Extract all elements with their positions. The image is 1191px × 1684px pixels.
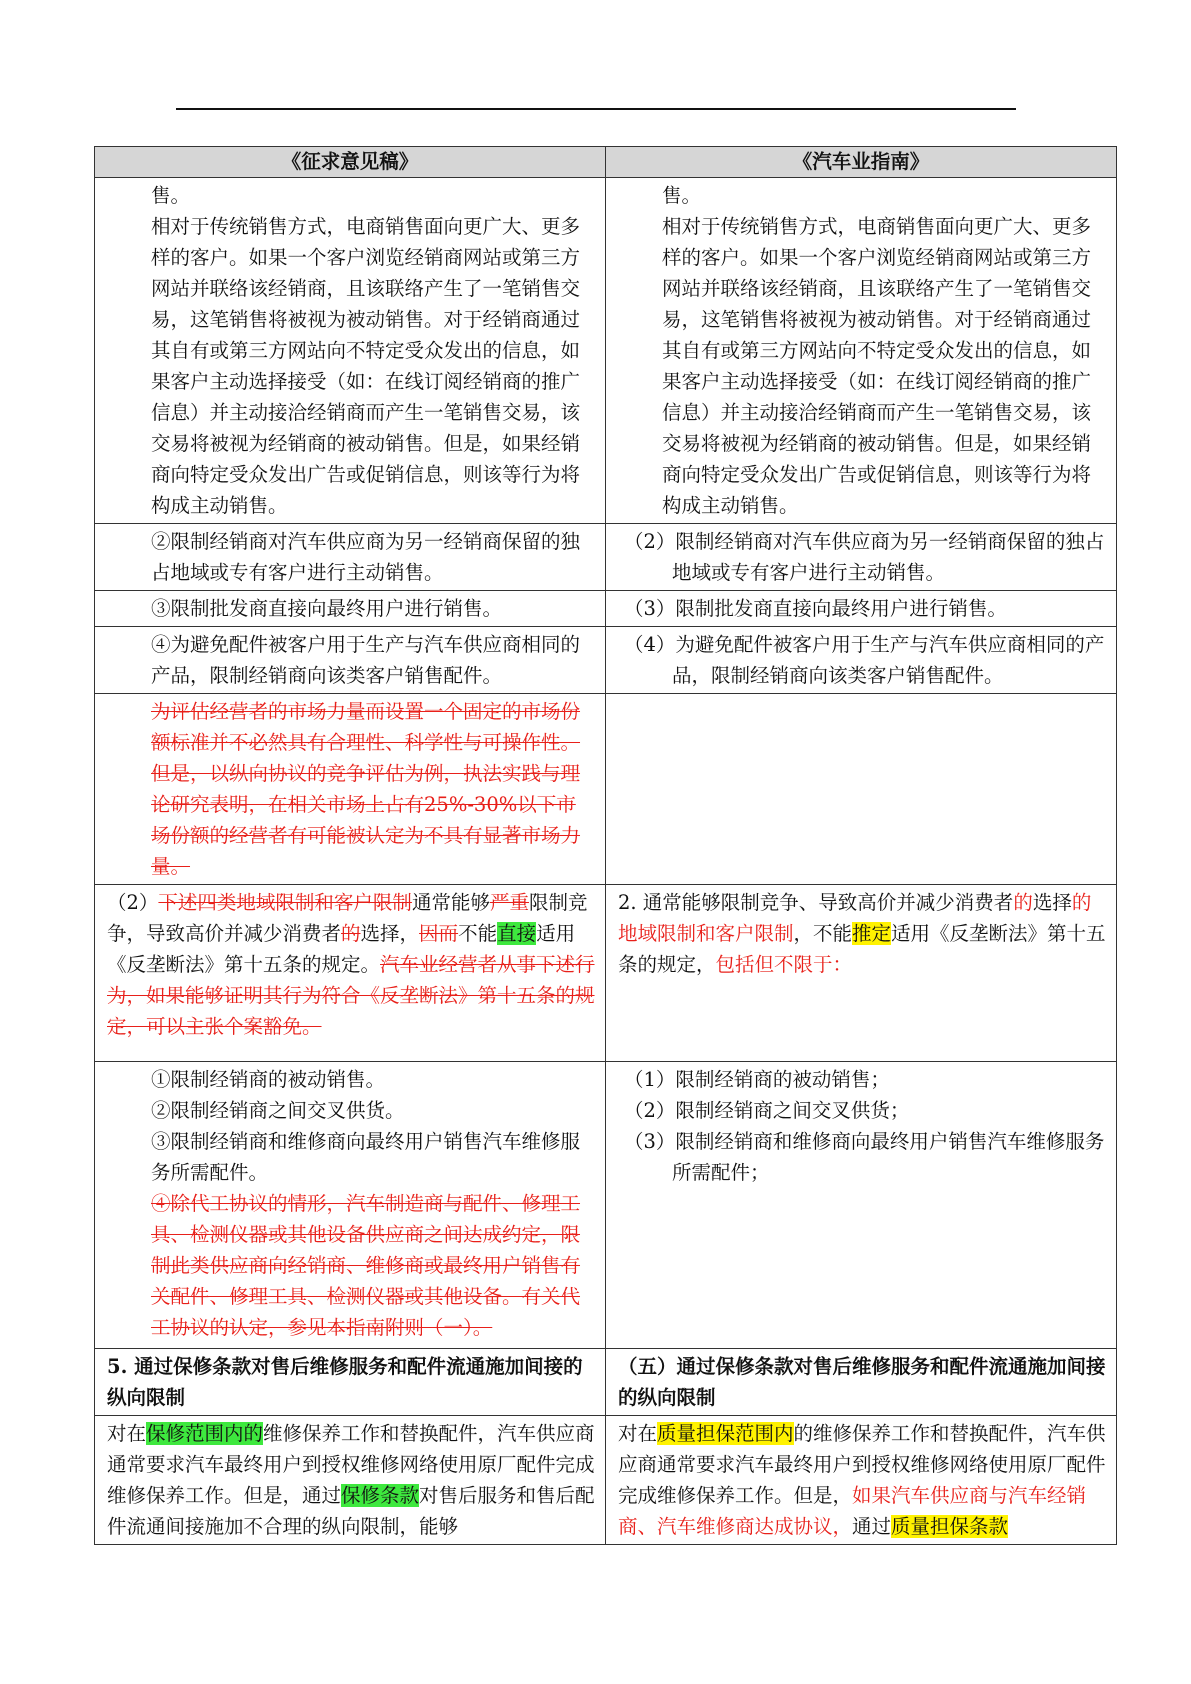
header-rule [176,108,1016,110]
row6-left-t4: 不能 [458,922,498,945]
row5-left-deleted: 为评估经营者的市场力量而设置一个固定的市场份额标准并不必然具有合理性、科学性与可操作性。但是，以纵向协议的竞争评估为例，执法实践与理论研究表明，在相关市场上占有25%-30%以下市场份额的经营者有可能被认定为不具有显著市场力量。 [151,700,581,878]
table-row [95,1062,1117,1349]
row2-right-text: （2）限制经销商对汽车供应商为另一经销商保留的独占地域或专有客户进行主动销售。 [624,530,1105,584]
row6-right-t2: 选择 [1032,891,1072,914]
row9-right [606,1416,1117,1545]
row7-left-item1: ①限制经销商的被动销售。 [151,1068,386,1091]
row6-right-t3: ，不能 [793,922,853,945]
row6-left-del4: 因而 [419,922,459,945]
row6-left-t1: 通常能够 [411,891,490,914]
header-right: 《汽车业指南》 [606,147,1117,178]
row6-left-t2: 限制竞争，导致高价并减少消费者 [107,891,588,945]
row9-left-hl2: 保修条款 [341,1484,420,1507]
row2-right [606,524,1117,591]
table-row [95,1349,1117,1416]
table-row [95,524,1117,591]
row1-right-p1: 售。 [662,184,702,207]
row7-left-deleted: ④除代工协议的情形，汽车制造商与配件、修理工具、检测仪器或其他设备供应商之间达成约定，限制此类供应商向经销商、维修商或最终用户销售有关配件、修理工具、检测仪器或其他设备。有关代工协议的认定，参见本指南附则（一）。 [151,1192,581,1339]
row2-left: ②限制经销商对汽车供应商为另一经销商保留的独占地域或专有客户进行主动销售。 [95,524,606,591]
row6-right-t1: 2. 通常能够限制竞争、导致高价并减少消费者 [618,891,1014,914]
row6-right-t4: 适用《反垄断法》第十五条的规定， [618,922,1106,976]
row6-left-del1: 下述四类地域限制和客户限制 [158,891,412,914]
row3-right-text: （3）限制批发商直接向最终用户进行销售。 [624,597,1007,620]
row9-left-t1: 对在 [107,1422,147,1445]
table-row [95,178,1117,524]
row6-right-red3: 包括但不限于： [715,953,853,976]
row1-left-p2: 相对于传统销售方式，电商销售面向更广大、更多样的客户。如果一个客户浏览经销商网站或第三方网站并联络该经销商，且该联络产生了一笔销售交易，这笔销售将被视为被动销售。对于经销商通过其自有或第三方网站向不特定受众发出的信息，如果客户主动选择接受（如：在线订阅经销商的推广信息）并主动接洽经销商而产生一笔销售交易，该交易将被视为经销商的被动销售。但是，如果经销商向特定受众发出广告或促销信息，则该等行为将构成主动销售。 [151,215,581,517]
row5-left [95,694,606,885]
row9-left-hl1: 保修范围内的 [146,1422,264,1445]
row4-right [606,627,1117,694]
row6-right-highlight: 推定 [852,922,892,945]
row1-left [95,178,606,524]
row7-right-item2: （2）限制经销商之间交叉供货； [624,1099,910,1122]
row8-right: （五）通过保修条款对售后维修服务和配件流通施加间接的纵向限制 [606,1349,1117,1416]
comparison-table [94,146,1117,1545]
row6-right-red1: 的 [1013,891,1033,914]
row9-right-hl2: 质量担保条款 [891,1515,1009,1538]
table-row [95,627,1117,694]
row8-left: 5. 通过保修条款对售后维修服务和配件流通施加间接的纵向限制 [95,1349,606,1416]
row9-right-red1: 如果汽车供应商与汽车经销商、汽车维修商达成协议， [618,1484,1087,1538]
row1-left-p1: 售。 [151,184,191,207]
row6-right [606,885,1117,1062]
row9-left-t3: 对售后服务和售后配件流通间接施加不合理的纵向限制，能够 [107,1484,595,1538]
row7-left-item2: ②限制经销商之间交叉供货。 [151,1099,405,1122]
row7-right-item3: （3）限制经销商和维修商向最终用户销售汽车维修服务所需配件； [624,1130,1105,1184]
row7-left [95,1062,606,1349]
row4-left: ④为避免配件被客户用于生产与汽车供应商相同的产品，限制经销商向该类客户销售配件。 [95,627,606,694]
row6-left-del2: 严重 [489,891,529,914]
row6-left-highlight: 直接 [497,922,537,945]
row6-left-t5: 适用《反垄断法》第十五条的规定。 [107,922,576,976]
row9-right-t2: 的维修保养工作和替换配件，汽车供应商通常要求汽车最终用户到授权维修网络使用原厂配件完成维修保养工作。但是， [618,1422,1106,1507]
row9-right-hl1: 质量担保范围内 [657,1422,794,1445]
row6-left-del5: 汽车业经营者从事下述行为，如果能够证明其行为符合《反垄断法》第十五条的规定，可以主张个案豁免。 [107,953,595,1038]
row6-left-prefix: （2） [107,891,159,914]
table-header-row [95,147,1117,178]
row4-right-text: （4）为避免配件被客户用于生产与汽车供应商相同的产品，限制经销商向该类客户销售配件。 [624,633,1105,687]
row6-left-t3: 选择， [360,922,420,945]
row6-left-del3: 的 [341,922,361,945]
row7-right-item1: （1）限制经销商的被动销售； [624,1068,890,1091]
row7-right [606,1062,1117,1349]
row6-right-red2: 的地域限制和客户限制 [618,891,1092,945]
row9-right-t1: 对在 [618,1422,658,1445]
table-row [95,694,1117,885]
row9-left-t2: 维修保养工作和替换配件，汽车供应商通常要求汽车最终用户到授权维修网络使用原厂配件完成维修保养工作。但是，通过 [107,1422,595,1507]
row3-left: ③限制批发商直接向最终用户进行销售。 [95,591,606,627]
row9-left [95,1416,606,1545]
row5-right [606,694,1117,885]
row3-right [606,591,1117,627]
row7-left-item3: ③限制经销商和维修商向最终用户销售汽车维修服务所需配件。 [151,1130,581,1184]
table-row [95,1416,1117,1545]
row1-right [606,178,1117,524]
table-row [95,591,1117,627]
row1-right-p2: 相对于传统销售方式，电商销售面向更广大、更多样的客户。如果一个客户浏览经销商网站或第三方网站并联络该经销商，且该联络产生了一笔销售交易，这笔销售将被视为被动销售。对于经销商通过其自有或第三方网站向不特定受众发出的信息，如果客户主动选择接受（如：在线订阅经销商的推广信息）并主动接洽经销商而产生一笔销售交易，该交易将被视为经销商的被动销售。但是，如果经销商向特定受众发出广告或促销信息，则该等行为将构成主动销售。 [662,215,1092,517]
row6-left [95,885,606,1062]
row9-right-t3: 通过 [852,1515,892,1538]
header-left: 《征求意见稿》 [95,147,606,178]
table-row [95,885,1117,1062]
